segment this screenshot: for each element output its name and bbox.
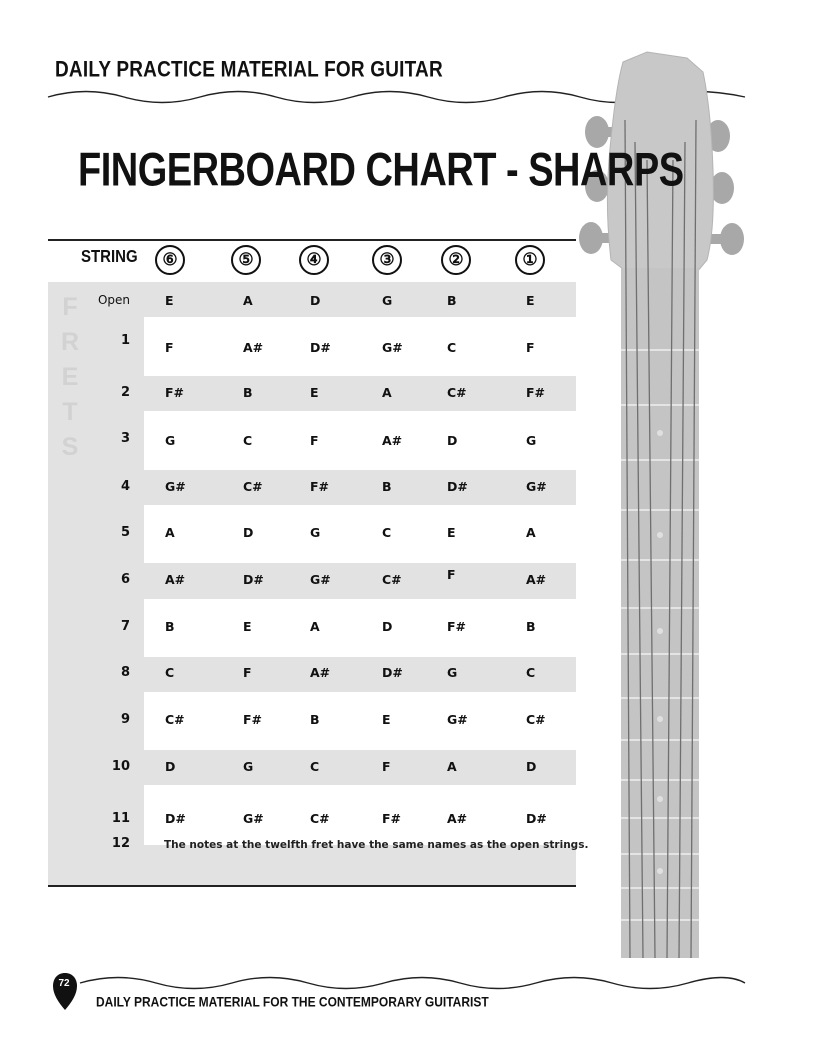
string-number-6: ⑥ — [155, 245, 185, 275]
note-cell: C — [165, 665, 175, 680]
note-cell: F# — [243, 712, 263, 727]
note-cell: E — [526, 293, 535, 308]
string-column-label: STRING — [81, 247, 138, 267]
fret-label-5: 5 — [120, 525, 130, 540]
note-cell: F — [382, 759, 391, 774]
note-cell: G — [447, 665, 458, 680]
fret-label-1: 1 — [120, 333, 130, 348]
note-cell: D# — [165, 811, 186, 826]
note-cell: D — [382, 619, 393, 634]
note-cell: D# — [243, 572, 264, 587]
note-cell: A# — [310, 665, 331, 680]
note-cell: F# — [310, 479, 330, 494]
footer-book-title: DAILY PRACTICE MATERIAL FOR THE CONTEMPORARY GUITARIST — [96, 994, 489, 1011]
table-top-rule — [48, 239, 576, 241]
frets-letter: R — [60, 328, 80, 356]
note-cell: B — [165, 619, 175, 634]
note-cell: G# — [382, 340, 403, 355]
note-cell: C — [310, 759, 320, 774]
note-cell: G — [526, 433, 537, 448]
fret-label-10: 10 — [111, 759, 130, 774]
note-cell: E — [243, 619, 252, 634]
note-cell: D# — [526, 811, 547, 826]
note-cell: C — [526, 665, 536, 680]
page-number: 72 — [58, 978, 70, 989]
note-cell: C# — [526, 712, 546, 727]
note-cell: D — [165, 759, 176, 774]
note-cell: A# — [382, 433, 403, 448]
fret-label-12: 12 — [111, 836, 130, 851]
fret-label-6: 6 — [120, 572, 130, 587]
frets-letter: F — [62, 293, 78, 321]
note-cell: G — [165, 433, 176, 448]
row-band-6 — [144, 563, 576, 599]
note-cell: F# — [526, 385, 546, 400]
note-cell: G# — [243, 811, 264, 826]
note-cell: A# — [243, 340, 264, 355]
fret-label-8: 8 — [120, 665, 130, 680]
frets-letter: S — [61, 433, 79, 461]
note-cell: E — [447, 525, 456, 540]
row-band-4 — [144, 470, 576, 505]
note-cell: G — [382, 293, 393, 308]
note-cell: A — [165, 525, 175, 540]
book-title-header: DAILY PRACTICE MATERIAL FOR GUITAR — [55, 58, 443, 83]
note-cell: A — [243, 293, 253, 308]
note-cell: C# — [447, 385, 467, 400]
fret-label-open: Open — [97, 293, 130, 307]
row-band-10 — [144, 750, 576, 785]
string-number-2: ② — [441, 245, 471, 275]
note-cell: F — [243, 665, 252, 680]
twelfth-fret-note: The notes at the twelfth fret have the same names as the open strings. — [164, 839, 589, 851]
fret-label-9: 9 — [120, 712, 130, 727]
page-heading: FINGERBOARD CHART - SHARPS — [78, 144, 684, 197]
string-number-5: ⑤ — [231, 245, 261, 275]
frets-letter: T — [62, 398, 78, 426]
row-band-2 — [144, 376, 576, 411]
note-cell: G — [310, 525, 321, 540]
note-cell: C — [382, 525, 392, 540]
fret-label-7: 7 — [120, 619, 130, 634]
note-cell: G# — [526, 479, 547, 494]
note-cell: F — [526, 340, 535, 355]
note-cell: G# — [447, 712, 468, 727]
note-cell: G# — [165, 479, 186, 494]
note-cell: C# — [382, 572, 402, 587]
note-cell: A# — [447, 811, 468, 826]
note-cell: A — [447, 759, 457, 774]
note-cell: D — [526, 759, 537, 774]
note-cell: G# — [310, 572, 331, 587]
row-band-open — [144, 282, 576, 317]
note-cell: F# — [165, 385, 185, 400]
note-cell: F — [310, 433, 319, 448]
note-cell: A# — [165, 572, 186, 587]
note-cell: F — [165, 340, 174, 355]
note-cell: D# — [310, 340, 331, 355]
note-cell: C# — [165, 712, 185, 727]
note-cell: A# — [526, 572, 547, 587]
fret-label-2: 2 — [120, 385, 130, 400]
note-cell: F# — [447, 619, 467, 634]
string-number-1: ① — [515, 245, 545, 275]
note-cell: F# — [382, 811, 402, 826]
string-number-3: ③ — [372, 245, 402, 275]
note-cell: C — [243, 433, 253, 448]
note-cell: A — [310, 619, 320, 634]
note-cell: A — [382, 385, 392, 400]
note-cell: D — [310, 293, 321, 308]
note-cell: G — [243, 759, 254, 774]
note-cell: D — [243, 525, 254, 540]
note-cell: E — [310, 385, 319, 400]
row-band-8 — [144, 657, 576, 692]
fret-label-4: 4 — [120, 479, 130, 494]
frets-letter: E — [61, 363, 79, 391]
fret-label-11: 11 — [111, 811, 130, 826]
fret-label-3: 3 — [120, 431, 130, 446]
note-cell: D — [447, 433, 458, 448]
note-cell: C# — [243, 479, 263, 494]
note-cell: F — [447, 567, 456, 582]
note-cell: A — [526, 525, 536, 540]
note-cell: E — [382, 712, 391, 727]
note-cell: C — [447, 340, 457, 355]
note-cell: B — [310, 712, 320, 727]
note-cell: E — [165, 293, 174, 308]
note-cell: C# — [310, 811, 330, 826]
note-cell: B — [382, 479, 392, 494]
string-number-4: ④ — [299, 245, 329, 275]
row-band-12 — [144, 845, 576, 885]
table-bottom-rule — [48, 885, 576, 887]
note-cell: B — [447, 293, 457, 308]
note-cell: B — [526, 619, 536, 634]
note-cell: B — [243, 385, 253, 400]
frets-vertical-label — [58, 290, 82, 465]
note-cell: D# — [382, 665, 403, 680]
note-cell: D# — [447, 479, 468, 494]
